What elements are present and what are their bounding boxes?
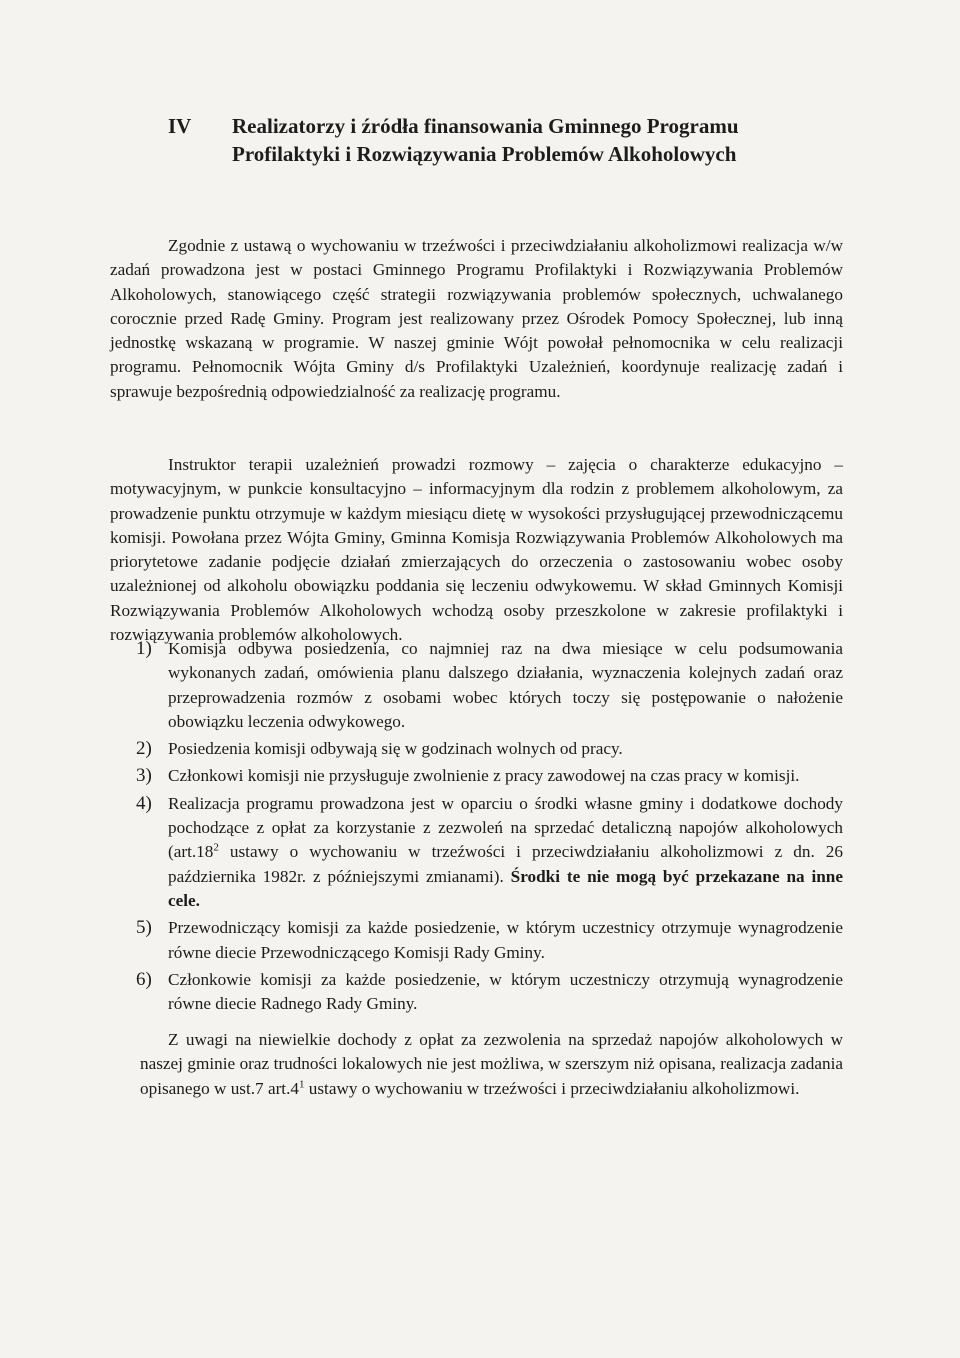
list-item-text: Komisja odbywa posiedzenia, co najmniej raz na dwa miesiące w celu podsumowania wykonanych zadań, omówienia planu dalszego działania, wyznaczenia kolejnych zadań oraz przeprowadzenia rozmów z osobami wobec których toczy się postępowanie o nałożenie obowiązku leczenia odwykowego. — [168, 639, 843, 731]
list-item-number: 3) — [136, 765, 152, 787]
list-item-number: 4) — [136, 792, 152, 814]
section-title — [232, 112, 868, 168]
list-item — [136, 764, 843, 788]
list-item-text-part: Realizacja programu prowadzona jest w oparciu o środki własne gminy i dodatkowe dochody pochodzące z opłat za korzystanie z zezwoleń na sprzedać detaliczną napojów alkoholowych (art.18 — [168, 793, 843, 862]
paragraph-2: Instruktor terapii uzależnień prowadzi rozmowy – zajęcia o charakterze edukacyjno – motywacyjnym, w punkcie konsultacyjno – informacyjnym dla rodzin z problemem alkoholowym, za prowadzenie punktu otrzymuje w każdym miesiącu dietę w wysokości przysługującej przewodniczącemu komisji. Powołana przez Wójta Gminy, Gminna Komisja Rozwiązywania Problemów Alkoholowych ma priorytetowe zadanie podjęcie działań zmierzających do orzeczenia o zastosowaniu wobec osoby uzależnionej od alkoholu obowiązku poddania się leczeniu odwykowemu. W skład Gminnych Komisji Rozwiązywania Problemów Alkoholowych wchodzą osoby przeszkolone w zakresie profilaktyki i rozwiązywania problemów alkoholowych. — [110, 455, 843, 645]
list-item — [136, 916, 843, 965]
list-item-text: Członkowie komisji za każde posiedzenie, w którym uczestniczy otrzymują wynagrodzenie równe diecie Radnego Rady Gminy. — [168, 969, 843, 1014]
paragraph-3-part: ustawy o wychowaniu w trzeźwości i przeciwdziałaniu alkoholizmowi. — [304, 1078, 800, 1098]
section-title-line-1: Realizatorzy i źródła finansowania Gminnego Programu — [232, 114, 739, 138]
numbered-list — [136, 637, 843, 1019]
section-title-line-2: Profilaktyki i Rozwiązywania Problemów Alkoholowych — [232, 142, 737, 166]
list-item-text: Posiedzenia komisji odbywają się w godzinach wolnych od pracy. — [168, 739, 623, 759]
list-item-text — [168, 792, 843, 913]
section-number: IV — [168, 114, 192, 138]
paragraph-3-part: Z uwagi na niewielkie dochody z opłat za zezwolenia na sprzedaż napojów alkoholowych w naszej gminie oraz trudności lokalowych nie jest możliwa, w szerszym niż opisana, realizacja zadania opisanego w ust.7 art.4 — [140, 1030, 843, 1098]
list-item-number: 1) — [136, 638, 152, 659]
paragraph-3 — [140, 1028, 843, 1101]
list-item — [136, 968, 843, 1017]
list-item-number: 5) — [136, 917, 152, 939]
list-item-text: Członkowi komisji nie przysługuje zwolnienie z pracy zawodowej na czas pracy w komisji. — [168, 766, 800, 786]
superscript: 1 — [298, 1077, 305, 1090]
bold-note: Środki te nie mogą być przekazane na inne cele. — [168, 866, 843, 910]
list-item — [136, 737, 843, 761]
section-heading — [168, 112, 868, 168]
superscript: 2 — [213, 841, 219, 854]
list-item-number: 6) — [136, 968, 152, 990]
list-item — [136, 637, 843, 734]
paragraph-1: Zgodnie z ustawą o wychowaniu w trzeźwości i przeciwdziałaniu alkoholizmowi realizacja w/w zadań prowadzona jest w postaci Gminnego Programu Profilaktyki i Rozwiązywania Problemów Alkoholowych, stanowiącego część strategii rozwiązywania problemów społecznych, uchwalanego corocznie przed Radę Gminy. Program jest realizowany przez Ośrodek Pomocy Społecznej, lub inną jednostkę wskazaną w programie. W naszej gminie Wójt powołał pełnomocnika w celu realizacji programu. Pełnomocnik Wójta Gminy d/s Profilaktyki Uzależnień, koordynuje realizację zadań i sprawuje bezpośrednią odpowiedzialność za realizację programu. — [110, 236, 843, 401]
list-item-number: 2) — [136, 738, 152, 760]
list-item-text: Przewodniczący komisji za każde posiedzenie, w którym uczestnicy otrzymuje wynagrodzenie równe diecie Przewodniczącego Komisji Rady Gminy. — [168, 918, 843, 962]
list-item — [136, 792, 843, 913]
list-item-text-part: ustawy o wychowaniu w trzeźwości i przeciwdziałaniu alkoholizmowi z dn. 26 października 1982r. z późniejszymi zmianami). — [168, 842, 843, 886]
